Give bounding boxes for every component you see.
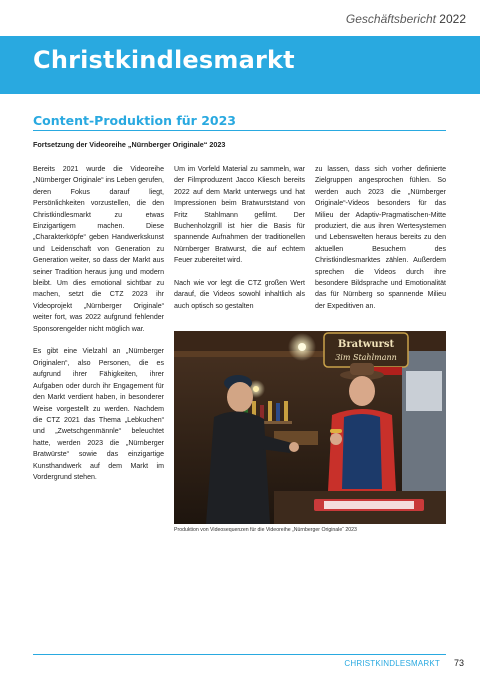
section-title: Content-Produktion für 2023 bbox=[33, 113, 236, 128]
report-year: 2022 bbox=[439, 12, 466, 26]
text-column-2 bbox=[174, 164, 305, 312]
paragraph: Nach wie vor legt die CTZ großen Wert darauf, die Videos sowohl inhaltlich als auch optisch so gestalten bbox=[174, 280, 305, 310]
stall-sign-subtitle: 3im Stahlmann bbox=[335, 353, 397, 362]
title-banner bbox=[0, 36, 480, 94]
paragraph: Bereits 2021 wurde die Videoreihe „Nürnberger Originale“ ins Leben gerufen, deren Fokus darauf liegt, Persönlichkeiten vorzustellen, die den Christkindlesmarkt zu etwas Einzigartigem machen. Diese „Charakterköpfe“ geben Handwerkskunst und Leidenschaft von Generation zu Generation weiter, so dass der Markt aus seiner Tradition heraus jung und modern bleibt. Um dies emotional sichtbar zu machen, setzt die CTZ 2023 ihr Videoprojekt „Nürnberger Originale“ weiter fort, was 2022 aufgrund fehlender Sponsorengelder nicht möglich war. bbox=[33, 166, 164, 333]
page-number: 73 bbox=[453, 658, 464, 668]
footer-divider bbox=[33, 654, 446, 655]
text-column-1 bbox=[33, 164, 164, 483]
footer-section-label: CHRISTKINDLESMARKT bbox=[344, 659, 440, 668]
text-column-3 bbox=[315, 164, 446, 312]
market-stall-photo bbox=[174, 331, 446, 524]
stall-sign-title: Bratwurst bbox=[337, 339, 395, 350]
section-divider bbox=[33, 130, 446, 131]
paragraph: zu lassen, dass sich vorher definierte Zielgruppen angesprochen fühlen. So werden auch 2023 die „Nürnberger Originale“-Videos besonders für das Milieu der Adaptiv-Pragmatischen-Mitte produziert, die aus ihren Wertesystemen und Lebenswelten heraus bereits zu den aktuellen Besuchern des Christkindlesmarktes zählen. Außerdem sprechen die Videos durch ihre besondere Bildsprache und Emotionalität das für Nürnberg so spannende Milieu der Expeditiven an. bbox=[315, 166, 446, 310]
paragraph: Es gibt eine Vielzahl an „Nürnberger Originalen“, also Personen, die es aufgrund ihrer Fähigkeiten, ihrer Aufgaben oder durch ihr Engagement für den Markt verdient haben, in besonderer Weise vorgestellt zu werden. Nachdem die CTZ 2021 das Thema „Lebkuchen“ und „Zwetschgenmännle“ beleuchtet hatte, werden 2023 die „Nürnberger Bratwürste“ sowie das einzigartige Kunsthandwerk auf dem Markt im Vordergrund stehen. bbox=[33, 348, 164, 481]
photo-caption: Produktion von Videosequenzen für die Videoreihe „Nürnberger Originale“ 2023 bbox=[174, 527, 357, 533]
banner-title: Christkindlesmarkt bbox=[33, 46, 295, 74]
report-label-text: Geschäftsbericht bbox=[345, 12, 436, 26]
report-label bbox=[346, 12, 466, 26]
paragraph: Um im Vorfeld Material zu sammeln, war der Filmproduzent Jacco Kliesch bereits 2022 auf dem Markt unterwegs und hat Impressionen beim Bratwurststand von Fritz Stahlmann gefilmt. Der Buchenholzgrill ist hier die Basis für spannende Aufnahmen der traditionellen Nürnberger Bratwurst, die auf echtem Feuer zubereitet wird. bbox=[174, 166, 305, 265]
section-subtitle: Fortsetzung der Videoreihe „Nürnberger Originale“ 2023 bbox=[33, 140, 226, 149]
